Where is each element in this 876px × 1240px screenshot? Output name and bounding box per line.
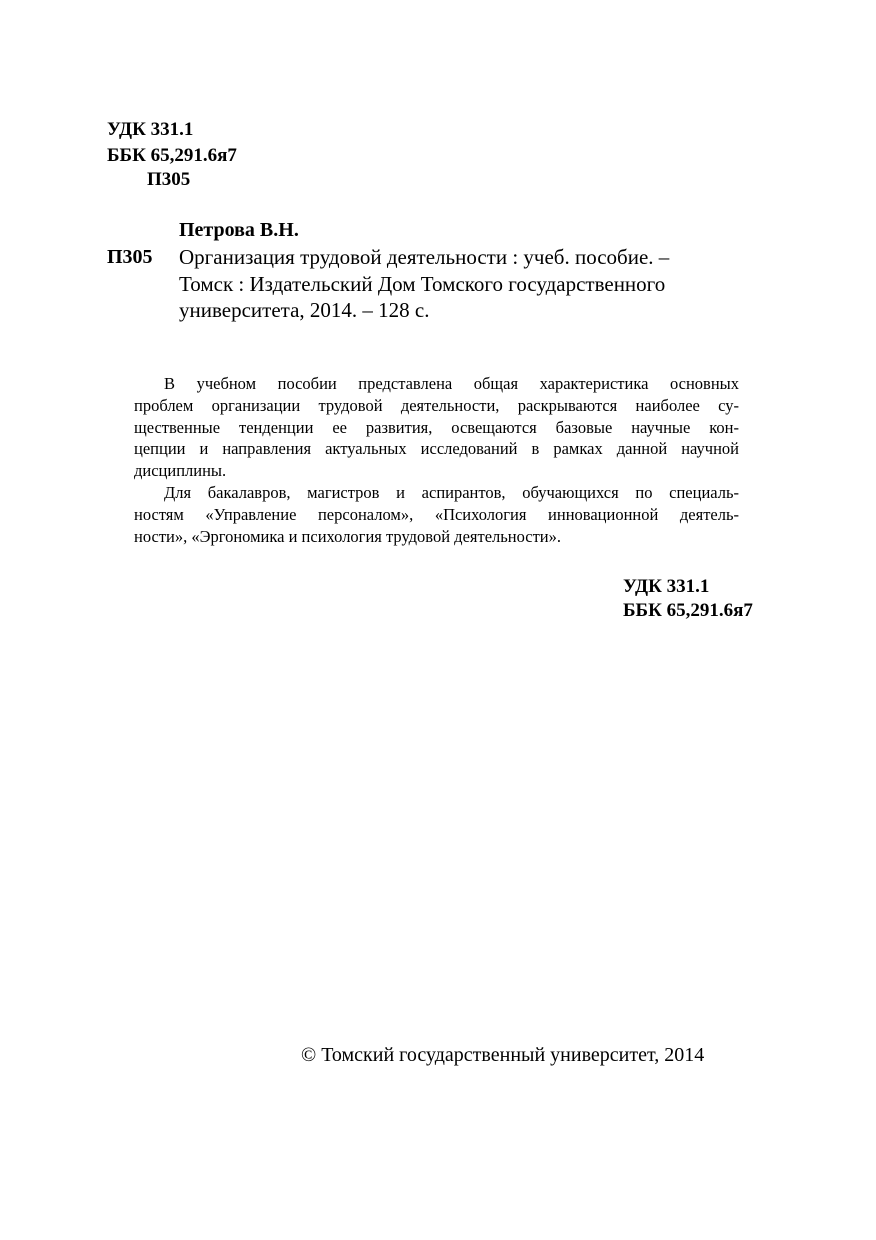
author-name: Петрова В.Н.	[179, 219, 299, 241]
bib-line: университета, 2014. – 128 с.	[179, 298, 430, 322]
bib-line: Организация трудовой деятельности : учеб. пособие. –	[179, 245, 670, 269]
annotation-line: ностям «Управление персоналом», «Психология инновационной деятель-	[134, 504, 739, 524]
bib-line: Томск : Издательский Дом Томского государственного	[179, 272, 666, 296]
bbk-code: ББК 65,291.6я7	[107, 145, 237, 166]
udk-code: УДК 331.1	[107, 119, 194, 140]
annotation-line: дисциплины.	[134, 461, 227, 481]
annotation-paragraph-2	[134, 482, 739, 547]
annotation-line: цепции и направления актуальных исследований в рамках данной научной	[134, 439, 739, 459]
udk-code-bottom: УДК 331.1	[623, 576, 710, 597]
annotation-line: проблем организации трудовой деятельности, раскрываются наиболее су-	[134, 395, 739, 415]
annotation-line: Для бакалавров, магистров и аспирантов, обучающихся по специаль-	[164, 483, 739, 502]
author-sign-code: П305	[147, 169, 191, 190]
annotation-paragraph-1	[134, 373, 739, 482]
annotation-line: ности», «Эргономика и психология трудовой деятельности».	[134, 526, 562, 546]
annotation-line: В учебном пособии представлена общая характеристика основных	[164, 374, 739, 393]
annotation-line: щественные тенденции ее развития, освещаются базовые научные кон-	[134, 417, 739, 437]
copyright-notice: © Томский государственный университет, 2014	[301, 1044, 705, 1066]
entry-author-sign: П305	[107, 246, 153, 268]
bbk-code-bottom: ББК 65,291.6я7	[623, 600, 753, 621]
